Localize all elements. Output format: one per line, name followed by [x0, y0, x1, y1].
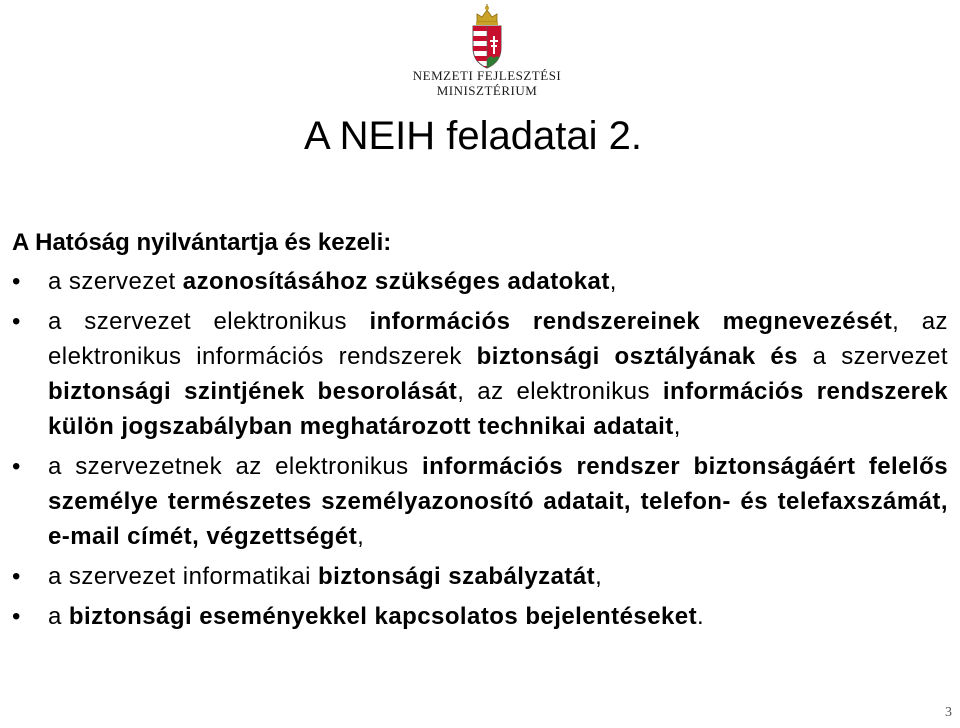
bullet-item: [12, 449, 948, 554]
bullet-text: a szervezet: [48, 268, 183, 295]
bullet-text: a szervezet elektronikus: [48, 308, 370, 335]
bullet-text: ,: [357, 523, 365, 550]
bullet-icon: •: [12, 563, 21, 590]
bullet-text-bold: információs rendszer biztonságáért felelős személye természetes személyazonosító adatait, telefon- és telefaxszámát, e-mail címét, végzettségét: [48, 453, 948, 550]
bullet-list: [12, 264, 948, 634]
bullet-text-bold: biztonsági osztályának és: [476, 343, 798, 370]
bullet-text: ,: [673, 413, 681, 440]
ministry-name-line-1: NEMZETI FEJLESZTÉSI: [412, 68, 562, 83]
bullet-icon: •: [12, 453, 21, 480]
bullet-text-bold: biztonsági szintjének besorolását: [48, 378, 458, 405]
bullet-item: [12, 599, 948, 634]
slide-title: A NEIH feladatai 2.: [304, 114, 642, 158]
bullet-text: .: [697, 603, 705, 630]
bullet-text: a szervezetnek az elektronikus: [48, 453, 423, 480]
bullet-text: , az elektronikus információs rendszerek: [48, 308, 949, 370]
bullet-item: [12, 264, 948, 299]
bullet-icon: •: [12, 603, 21, 630]
hungarian-coat-of-arms-icon: [468, 4, 506, 70]
bullet-text-bold: azonosításához szükséges adatokat: [182, 268, 610, 295]
bullet-text: a szervezet informatikai: [48, 563, 319, 590]
intro-heading: A Hatóság nyilvántartja és kezeli:: [12, 229, 392, 256]
bullet-item: [12, 559, 948, 594]
bullet-text-bold: információs rendszereinek megnevezését: [369, 308, 893, 335]
bullet-text: , az elektronikus: [457, 378, 663, 405]
bullet-text-bold: információs rendszerek külön jogszabályban meghatározott technikai adatait: [48, 378, 949, 440]
slide-body: [12, 226, 948, 639]
ministry-logo: [412, 4, 562, 96]
bullet-text: a szervezet: [797, 343, 948, 370]
page-number: 3: [945, 705, 952, 720]
bullet-item: [12, 304, 948, 444]
bullet-icon: •: [12, 308, 21, 335]
ministry-name-line-2: MINISZTÉRIUM: [436, 83, 538, 98]
bullet-text-bold: biztonsági szabályzatát: [318, 563, 596, 590]
bullet-text-bold: biztonsági eseményekkel kapcsolatos bejelentéseket: [68, 603, 698, 630]
bullet-icon: •: [12, 268, 21, 295]
bullet-text: ,: [609, 268, 617, 295]
bullet-text: a: [48, 603, 69, 630]
bullet-text: ,: [595, 563, 603, 590]
